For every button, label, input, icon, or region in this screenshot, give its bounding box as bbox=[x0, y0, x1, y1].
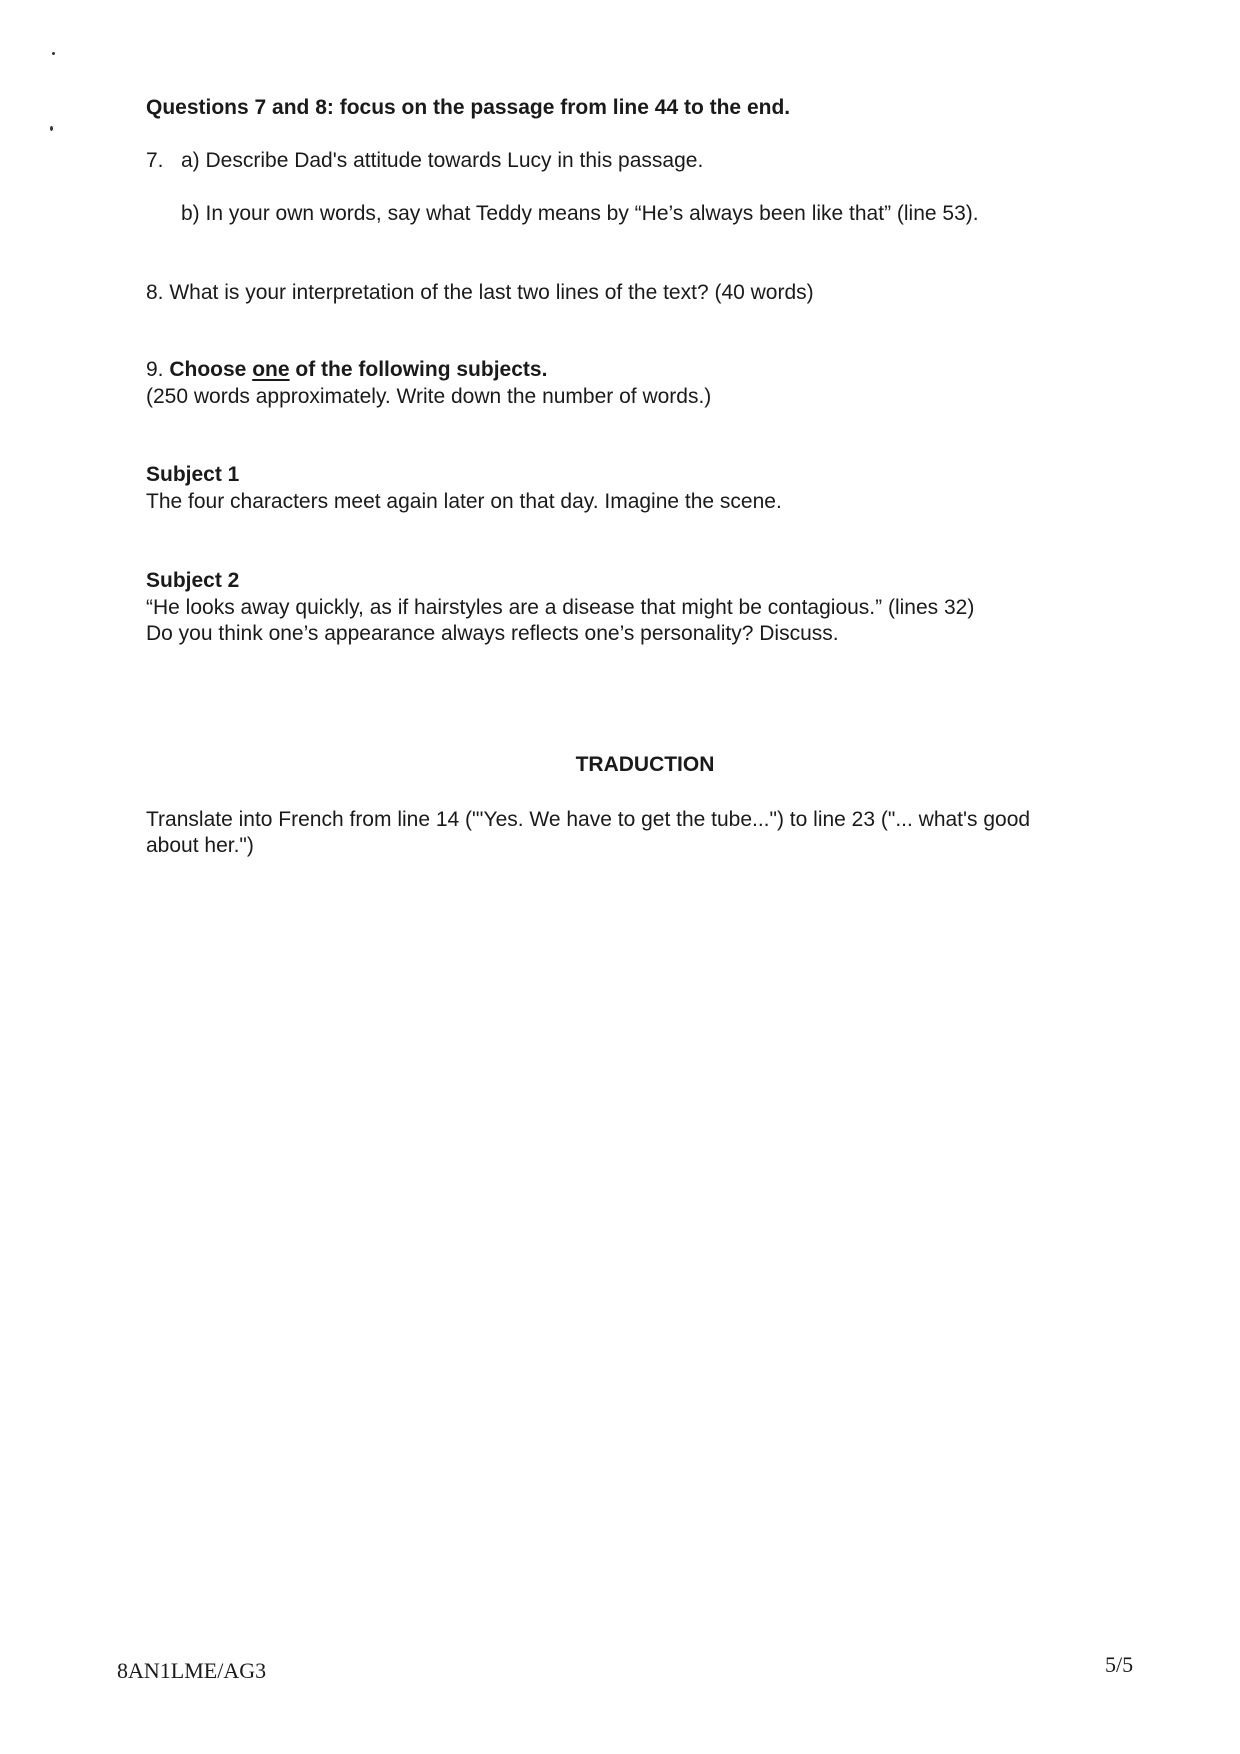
traduction-line-1: Translate into French from line 14 ("'Yes. We have to get the tube...") to line 23 ("... what's good bbox=[146, 808, 1031, 831]
question-7a: a) Describe Dad's attitude towards Lucy in this passage. bbox=[181, 149, 704, 172]
question-7-number: 7. bbox=[146, 149, 164, 172]
question-9-heading: 9. Choose one of the following subjects. bbox=[146, 358, 548, 381]
footer-page-number: 5/5 bbox=[1105, 1652, 1134, 1677]
subject-1-title: Subject 1 bbox=[146, 463, 240, 486]
question-9-note: (250 words approximately. Write down the number of words.) bbox=[146, 385, 712, 408]
question-7b: b) In your own words, say what Teddy means by “He’s always been like that” (line 53). bbox=[181, 202, 979, 225]
question-9-number: 9. bbox=[146, 358, 164, 381]
subject-1-text: The four characters meet again later on that day. Imagine the scene. bbox=[146, 490, 782, 513]
traduction-line-2: about her.") bbox=[146, 834, 254, 857]
underlined-one: one bbox=[252, 358, 290, 381]
subject-2-quote: “He looks away quickly, as if hairstyles are a disease that might be contagious.” (lines 32) bbox=[146, 596, 975, 619]
focus-heading: Questions 7 and 8: focus on the passage from line 44 to the end. bbox=[146, 96, 791, 119]
scan-speck bbox=[52, 52, 55, 55]
scan-speck bbox=[50, 126, 53, 131]
footer-code: 8AN1LME/AG3 bbox=[117, 1658, 267, 1683]
traduction-title: TRADUCTION bbox=[575, 753, 715, 776]
subject-2-question: Do you think one’s appearance always reflects one’s personality? Discuss. bbox=[146, 622, 839, 645]
question-8: 8. What is your interpretation of the last two lines of the text? (40 words) bbox=[146, 281, 814, 304]
subject-2-title: Subject 2 bbox=[146, 569, 240, 592]
